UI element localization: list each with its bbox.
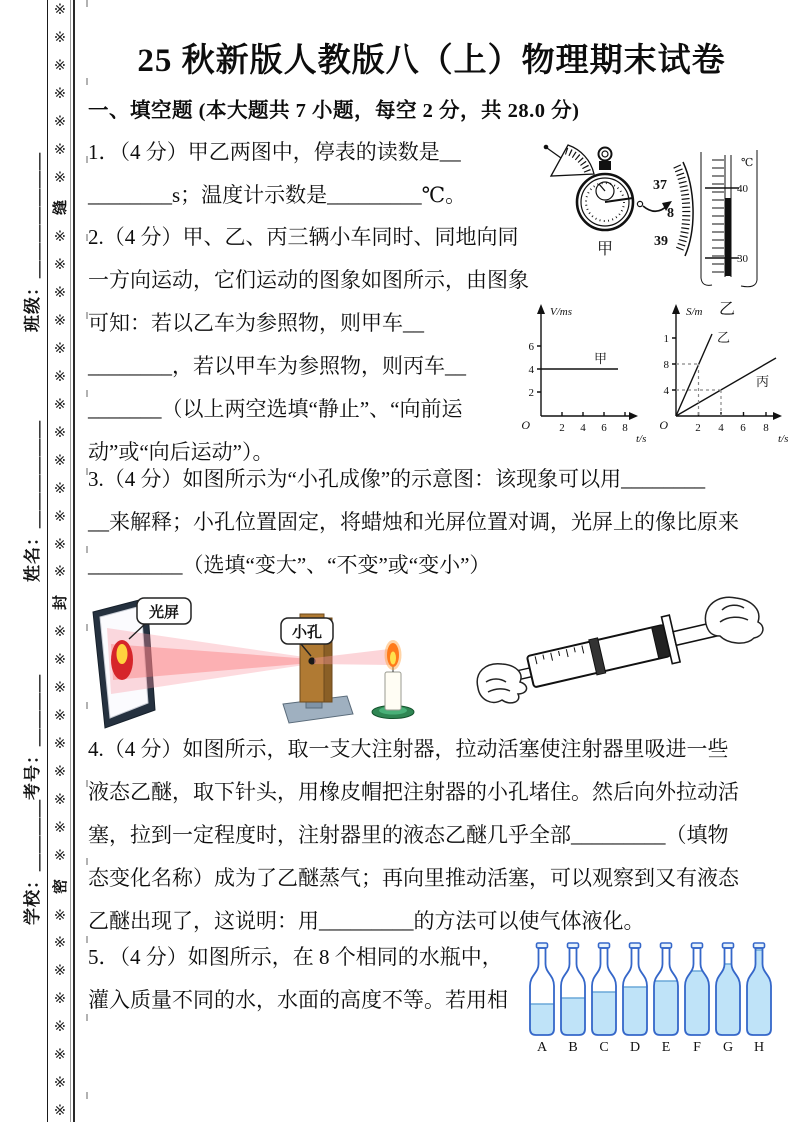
page-title: 25 秋新版人教版八（上）物理期末试卷 xyxy=(137,43,726,79)
question-4-line-1: 4.（4 分）如图所示，取一支大注射器，拉动活塞使注射器里吸进一些 xyxy=(88,737,729,761)
bottle xyxy=(557,943,589,1036)
graph-v-ytick: 2 xyxy=(528,387,534,399)
screen-callout-label: 光屏 xyxy=(148,605,180,621)
graph-v-xtick: 4 xyxy=(580,422,586,434)
graph-s-ytick: 1 xyxy=(663,333,669,345)
bottle-letter: E xyxy=(661,1040,671,1055)
graph-s-dashed-guides xyxy=(676,364,721,416)
seal-symbol: ※ xyxy=(53,229,67,246)
class-field-label: 班级：＿＿＿＿＿＿＿ xyxy=(23,152,42,332)
graph-v-ylabel: V/ms xyxy=(550,306,572,318)
seal-symbol: ※ xyxy=(53,907,67,924)
label-jia: 甲 xyxy=(597,241,614,258)
projected-flame-core xyxy=(117,644,128,664)
bottle xyxy=(619,943,651,1036)
seal-symbol: ※ xyxy=(53,847,67,864)
school-field-label: 学校：＿＿＿＿ xyxy=(23,799,42,925)
seal-symbol: ※ xyxy=(53,57,67,74)
seal-symbol: ※ xyxy=(53,708,67,725)
question-3-line-2: __来解释；小孔位置固定，将蜡烛和光屏位置对调，光屏上的像比原来 xyxy=(88,510,739,534)
bottle-letter: A xyxy=(536,1040,548,1055)
seal-symbol: ※ xyxy=(53,257,67,274)
question-4-line-2: 液态乙醚，取下针头，用橡皮帽把注射器的小孔堵住。然后向外拉动活 xyxy=(88,780,739,804)
seal-symbol: ※ xyxy=(53,368,67,385)
seal-symbol: ※ xyxy=(53,1102,67,1119)
seal-symbol: ※ xyxy=(53,169,67,186)
bottle xyxy=(681,943,713,1036)
label-yi: 乙 xyxy=(719,301,736,318)
graph-v-xtick: 2 xyxy=(559,422,565,434)
question-3-line-3: _________（选填“变大”、“不变”或“变小”） xyxy=(88,553,491,577)
question-4-line-3: 塞，拉到一定程度时，注射器里的液态乙醚几乎全部_________（填物 xyxy=(88,823,729,847)
pinhole-callout-label: 小孔 xyxy=(291,625,323,641)
question-2-line-6: 动”或“向后运动”）。 xyxy=(88,440,274,464)
arc-number-39: 39 xyxy=(654,234,668,249)
graph-s-xtick: 8 xyxy=(763,422,769,434)
graph-s-axes xyxy=(672,311,776,416)
water-bottles-figure xyxy=(526,936,783,1056)
thermo-unit: ℃ xyxy=(741,157,754,169)
question-1-line-2: ________s；温度计示数是_________℃。 xyxy=(88,183,467,207)
graph-v-ytick: 4 xyxy=(528,364,534,376)
seal-symbol: ※ xyxy=(53,564,67,581)
seal-symbol: ※ xyxy=(53,29,67,46)
graph-s-xlabel: t/s xyxy=(778,433,789,445)
motion-graphs-figure xyxy=(508,298,792,448)
graph-v-xlabel: t/s xyxy=(636,433,647,445)
question-2-line-1: 2.（4 分）甲、乙、丙三辆小车同时、同地向同 xyxy=(88,225,519,249)
candle-flame-core xyxy=(390,652,396,665)
question-2-line-2: 一方向运动，它们运动的图象如图所示，由图象 xyxy=(88,268,529,292)
magnified-arc xyxy=(683,162,693,256)
section-header: 一、填空题 (本大题共 7 小题，每空 2 分，共 28.0 分) xyxy=(88,100,580,122)
seal-border-right-inner xyxy=(73,0,75,1122)
seal-symbol: ※ xyxy=(53,2,67,18)
seal-symbol: ※ xyxy=(53,763,67,780)
pinhole-imaging-figure xyxy=(85,592,430,737)
question-4-line-5: 乙醚出现了，这说明：用_________的方法可以使气体液化。 xyxy=(88,909,645,933)
seal-border-right-outer xyxy=(70,0,71,1122)
question-1 xyxy=(88,131,466,217)
bottle-letter: G xyxy=(722,1040,734,1055)
name-field-label: 姓名：＿＿＿＿＿＿ xyxy=(23,420,42,582)
graph-s-xtick: 2 xyxy=(695,422,701,434)
seal-symbol: ※ xyxy=(53,1075,67,1092)
seal-symbol: ※ xyxy=(53,536,67,553)
seal-symbol: ※ xyxy=(53,452,67,469)
graph-v-line-label: 甲 xyxy=(594,351,608,366)
question-4 xyxy=(88,728,739,943)
seal-symbol: ※ xyxy=(53,791,67,808)
graph-s-ytick: 4 xyxy=(663,385,669,397)
seal-symbol: ※ xyxy=(53,85,67,102)
seal-symbol: ※ xyxy=(53,680,67,697)
seal-symbol: ※ xyxy=(53,963,67,980)
graph-s-label-bing: 丙 xyxy=(756,374,770,389)
thermo-tick-30: 30 xyxy=(737,253,748,265)
bottle-letter: C xyxy=(599,1040,609,1055)
question-5-line-2: 灌入质量不同的水，水面的高度不等。若用相 xyxy=(88,988,508,1012)
seal-symbol: ※ xyxy=(53,819,67,836)
mercury-column xyxy=(726,198,732,276)
question-2-line-3: 可知：若以乙车为参照物，则甲车__ xyxy=(88,311,424,335)
graph-s-ytick: 8 xyxy=(663,359,669,371)
graph-v-xtick: 6 xyxy=(601,422,607,434)
seal-symbol: ※ xyxy=(53,141,67,158)
seal-symbol: ※ xyxy=(53,1047,67,1064)
graph-s-label-yi: 乙 xyxy=(717,330,731,345)
graph-s-origin: O xyxy=(659,418,668,432)
bottle-letter: H xyxy=(753,1040,765,1055)
bottle-letter: F xyxy=(693,1040,701,1055)
question-2 xyxy=(88,216,529,474)
arc-number-37: 37 xyxy=(653,178,667,193)
question-2-line-4: ________，若以甲车为参照物，则丙车__ xyxy=(88,354,466,378)
seal-symbol: ※ xyxy=(53,1019,67,1036)
graph-v-xtick: 8 xyxy=(622,422,628,434)
stopwatch-crown-ring xyxy=(599,148,612,161)
candle-body xyxy=(385,672,401,710)
question-2-line-5: _______（以上两空选填“静止”、“向前运 xyxy=(88,397,463,421)
bottle xyxy=(526,943,558,1036)
question-1-line-1: 1．（4 分）甲乙两图中，停表的读数是__ xyxy=(88,140,461,164)
arc-number-38: 8 xyxy=(667,206,674,221)
seal-character: 密 xyxy=(53,878,70,894)
seal-symbol: ※ xyxy=(53,313,67,330)
question-5 xyxy=(88,936,508,1022)
seal-symbol: ※ xyxy=(53,396,67,413)
seal-symbol: ※ xyxy=(53,935,67,952)
graph-v-axes xyxy=(537,311,632,416)
seal-symbol: ※ xyxy=(53,480,67,497)
syringe-figure xyxy=(470,590,782,715)
seal-border-left xyxy=(47,0,48,1122)
graph-v-origin: O xyxy=(521,418,530,432)
graph-s-xtick: 6 xyxy=(740,422,746,434)
seal-symbol: ※ xyxy=(53,735,67,752)
question-3-line-1: 3.（4 分）如图所示为“小孔成像”的示意图：该现象可以用________ xyxy=(88,467,706,491)
bottle xyxy=(650,943,682,1036)
seal-character: 缝 xyxy=(53,200,70,216)
graph-s-xtick: 4 xyxy=(718,422,724,434)
seal-symbol: ※ xyxy=(53,424,67,441)
seal-symbol: ※ xyxy=(53,508,67,525)
seal-symbol: ※ xyxy=(53,624,67,641)
bottle xyxy=(712,943,744,1036)
graph-s-ylabel: S/m xyxy=(686,306,703,318)
bottles-group xyxy=(526,943,775,1036)
bottle xyxy=(743,943,775,1036)
seal-symbol: ※ xyxy=(53,991,67,1008)
bottle-letter: B xyxy=(568,1040,578,1055)
bottle-letter: D xyxy=(629,1040,641,1055)
question-5-line-1: 5．（4 分）如图所示，在 8 个相同的水瓶中， xyxy=(88,945,503,969)
graph-v-ytick: 6 xyxy=(528,341,534,353)
seal-symbol: ※ xyxy=(53,652,67,669)
seal-symbol: ※ xyxy=(53,113,67,130)
exam-number-field-label: 考号：＿＿＿＿ xyxy=(23,674,42,800)
seal-symbol: ※ xyxy=(53,285,67,302)
seal-symbol: ※ xyxy=(53,341,67,358)
line-yi xyxy=(676,334,712,416)
seal-line-symbols xyxy=(49,2,71,1120)
bottle xyxy=(588,943,620,1036)
seal-character: 封 xyxy=(53,595,70,611)
question-3 xyxy=(88,458,739,587)
question-4-line-4: 态变化名称）成为了乙醚蒸气；再向里推动活塞，可以观察到又有液态 xyxy=(88,866,739,890)
thermo-tick-40: 40 xyxy=(737,183,748,195)
